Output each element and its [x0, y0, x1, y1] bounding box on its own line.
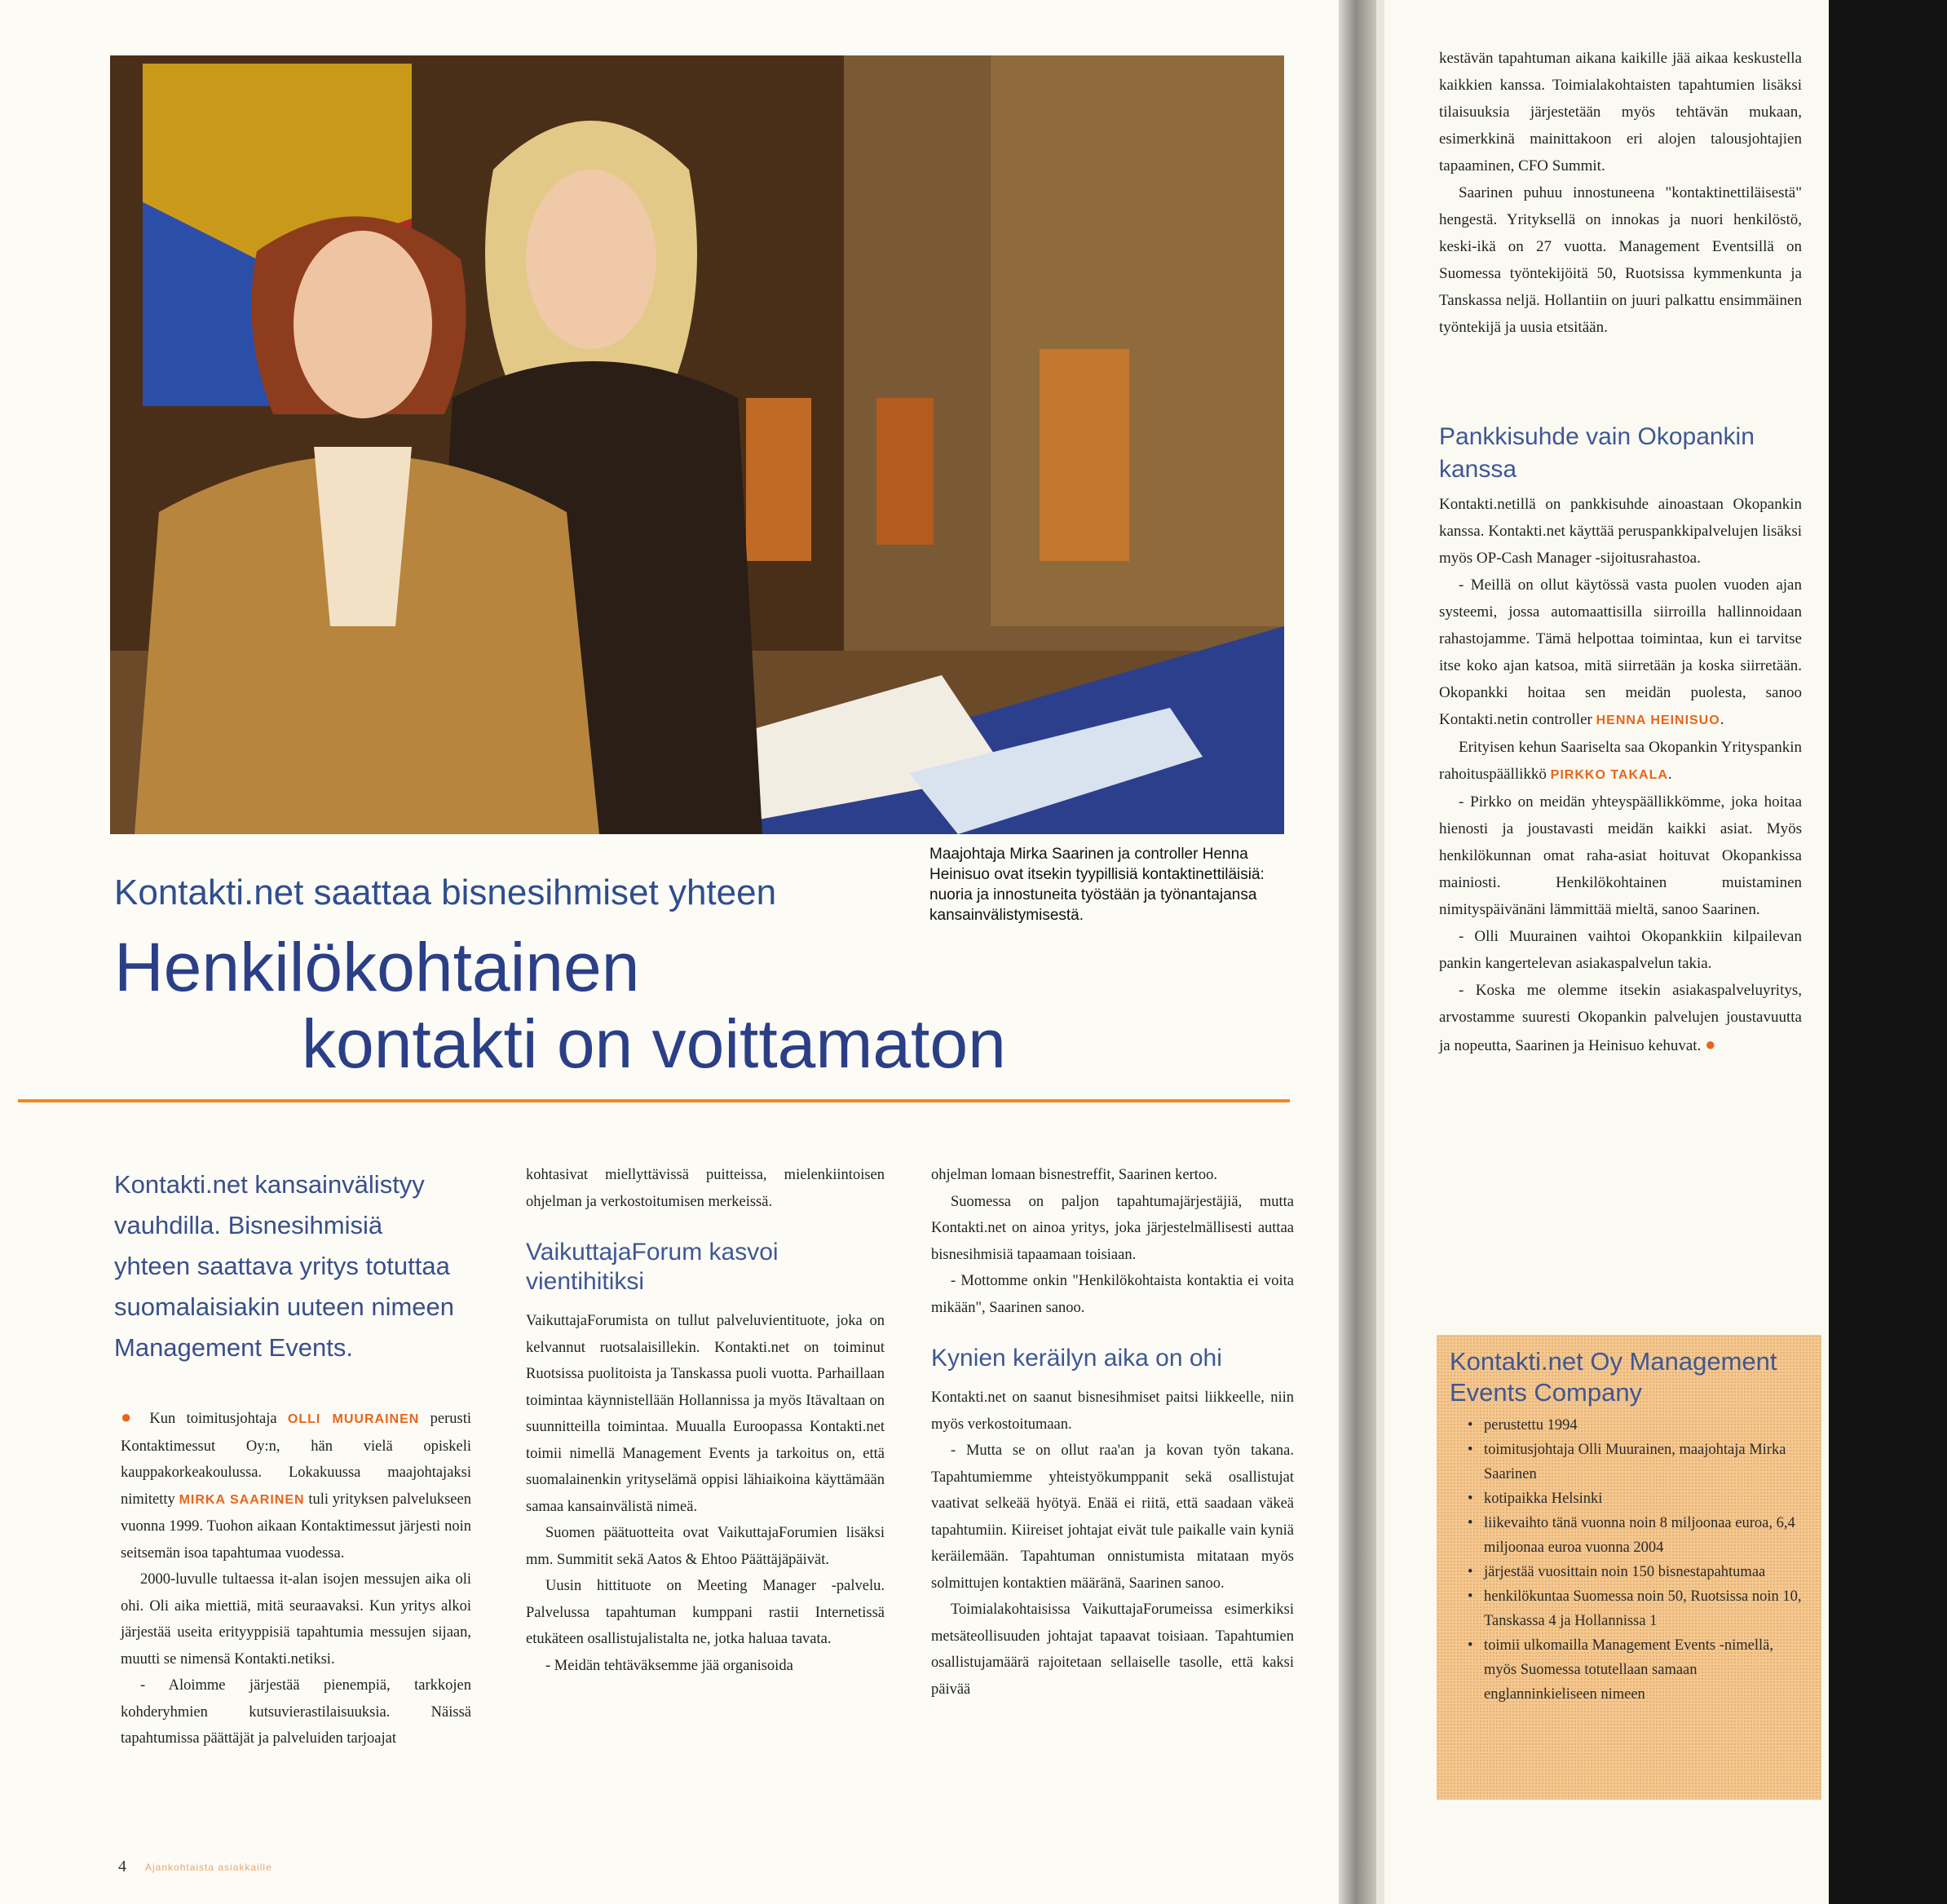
person-name: OLLI MUURAINEN [287, 1412, 420, 1426]
headline-rule [18, 1099, 1290, 1102]
right-paragraph-8: - Koska me olemme itsekin asiakaspalveluyritys, arvostamme suuresti Okopankin palvelujen joustavuutta ja nopeutta, Saarinen ja Heinisuo kehuvat. ● [1439, 982, 1802, 1054]
end-dot-icon: ● [1705, 1034, 1716, 1054]
fact-item: • järjestää vuosittain noin 150 bisnestapahtumaa [1468, 1560, 1807, 1584]
fact-item: • kotipaikka Helsinki [1468, 1487, 1807, 1511]
col1-paragraph-1: ● Kun toimitusjohtaja OLLI MUURAINEN perusti Kontaktimessut Oy:n, hän vielä opiskeli kauppakorkeakoulussa. Lokakuussa maajohtajaksi nimitetty MIRKA SAARINEN tuli yrityksen palvelukseen vuonna 1999. Tuohon aikaan Kontaktimessut järjesti noin seitsemän isoa tapahtumaa vuodessa. [121, 1407, 472, 1562]
col2-paragraph-3: Suomen päätuotteita ovat VaikuttajaForumien lisäksi mm. Summitit sekä Aatos & Ehtoo Päättäjäpäivät. [526, 1525, 885, 1568]
right-paragraph-1: kestävän tapahtuman aikana kaikille jää aikaa keskustella kaikkien kanssa. Toimialakohtaisten tapahtumien lisäksi tilaisuuksia järjestetään myös tehtävän mukaan, esimerkkinä mainittakoon eri alojen talousjohtajien tapaaminen, CFO Summit. [1439, 50, 1802, 174]
column-1 [121, 1404, 471, 1752]
col2-paragraph-2: VaikuttajaForumista on tullut palveluvientituote, joka on kelvannut ruotsalaisillekin. Kontakti.net on toiminut Ruotsissa puolitoista ja Tanskassa puoli vuotta. Parhaillaan toimintaa käynnistellään Hollannissa ja myös Itävaltaan on suunnitteilla toimintaa. Muualla Euroopassa Kontakti.net toimii nimellä Management Events ja tarkoitus on, että suomalainenkin yrityselämä oppisi lähiaikoina käyttämään samaa kansainvälistä nimeä. [526, 1313, 885, 1515]
right-paragraph-3: Kontakti.netillä on pankkisuhde ainoastaan Okopankin kanssa. Kontakti.net käyttää peruspankkipalvelujen lisäksi myös OP-Cash Manager -sijoitusrahastoa. [1439, 496, 1802, 567]
photo-caption: Maajohtaja Mirka Saarinen ja controller Henna Heinisuo ovat itsekin tyypillisiä kontaktinettiläisiä: nuoria ja innostuneita työstään ja työnantajansa kansainvälistymisestä. [929, 846, 1265, 924]
col3-paragraph-3: - Mottomme onkin "Henkilökohtaista kontaktia ei voita mikään", Saarinen sanoo. [931, 1273, 1294, 1316]
fact-box-title: Kontakti.net Oy Management Events Company [1450, 1347, 1777, 1407]
subheading: Pankkisuhde vain Okopankin kanssa [1439, 423, 1755, 483]
right-paragraph-4: - Meillä on ollut käytössä vasta puolen vuoden ajan systeemi, jossa automaattisilla siirroilla hallinnoidaan rahastojamme. Tämä helpottaa toimintaa, kun ei tarvitse itse koko ajan katsoa, mitä siirretään ja koska siirretään. Okopankki hoitaa sen meidän puolesta, sanoo Kontakti.netin controller HENNA HEINISUO. [1439, 577, 1802, 728]
subheading: VaikuttajaForum kasvoi vientihitiksi [526, 1239, 779, 1295]
col3-paragraph-2: Suomessa on paljon tapahtumajärjestäjiä, mutta Kontakti.net on ainoa yritys, joka järjestelmällisesti auttaa bisnesihmisiä tapaamaan toisiaan. [931, 1193, 1294, 1263]
subheading: Kynien keräilyn aika on ohi [931, 1345, 1222, 1372]
col2-paragraph-4: Uusin hittituote on Meeting Manager -palvelu. Palvelussa tapahtuman kumppani rastii Internetissä etukäteen osallistujalistalta ne, jotka haluaa tavata. [526, 1578, 885, 1647]
person-name: MIRKA SAARINEN [179, 1492, 305, 1507]
col3-paragraph-4: Kontakti.net on saanut bisnesihmiset paitsi liikkeelle, niin myös verkostoitumaan. [931, 1389, 1294, 1433]
fact-item: • henkilökuntaa Suomessa noin 50, Ruotsissa noin 10, Tanskassa 4 ja Hollannissa 1 [1468, 1584, 1807, 1633]
col1-paragraph-2: 2000-luvulle tultaessa it-alan isojen messujen aika oli ohi. Oli aika miettiä, mitä seuraavaksi. Kun yritys alkoi järjestää useita erityyppisiä tapahtumia messujen sijaan, muutti se nimensä Kontakti.netiksi. [121, 1571, 471, 1668]
right-column-top [1439, 45, 1802, 341]
right-paragraph-6: - Pirkko on meidän yhteyspäällikkömme, joka hoitaa hienosti ja joustavasti meidän kaikki asiat. Myös henkilökunnan omat raha-asiat hoituvat Okopankissa mainiosti. Henkilökohtainen muistaminen nimityspäivänäni lämmittää mieltä, sanoo Saarinen. [1439, 793, 1802, 918]
col2-paragraph-1: kohtasivat miellyttävissä puitteissa, mielenkiintoisen ohjelman ja verkostoitumisen merkeissä. [526, 1167, 885, 1210]
lead-paragraph: Kontakti.net kansainvälistyy vauhdilla. Bisnesihmisiä yhteen saattava yritys totuttaa suomalaisiakin uuteen nimeen Management Events. [114, 1170, 455, 1362]
column-3 [931, 1162, 1294, 1703]
col1-paragraph-3: - Aloimme järjestää pienempiä, tarkkojen kohderyhmien kutsuvierastilaisuuksia. Näissä tapahtumissa päättäjät ja palveluiden tarjoajat [121, 1677, 471, 1747]
right-paragraph-2: Saarinen puhuu innostuneena "kontaktinettiläisestä" hengestä. Yrityksellä on innokas ja nuori henkilöstö, keski-ikä on 27 vuotta. Management Eventsillä on Suomessa työntekijöitä 50, Ruotsissa kymmenkunta ja Tanskassa neljä. Hollantiin on juuri palkattu ensimmäinen työntekijä ja uusia etsitään. [1439, 184, 1802, 336]
kicker: Kontakti.net saattaa bisnesihmiset yhteen [114, 872, 777, 912]
page-number: 4 [118, 1858, 126, 1875]
right-column-body [1439, 491, 1802, 1059]
fact-item: • toimii ulkomailla Management Events -nimellä, myös Suomessa totutellaan samaan englanninkieliseen nimeen [1468, 1633, 1807, 1707]
right-paragraph-7: - Olli Muurainen vaihtoi Okopankkiin kilpailevan pankin kangertelevan asiakaspalvelun takia. [1439, 928, 1802, 972]
spine-gutter [1339, 0, 1376, 1904]
person-name: HENNA HEINISUO [1596, 713, 1720, 727]
scan-edge [1829, 0, 1947, 1904]
fact-item: • liikevaihto tänä vuonna noin 8 miljoonaa euroa, 6,4 miljoonaa euroa vuonna 2004 [1468, 1511, 1807, 1560]
col3-paragraph-5: - Mutta se on ollut raa'an ja kovan työn takana. Tapahtumiemme yhteistyökumppanit sekä osallistujat vaativat selkeää hyötyä. Enää ei riitä, että saadaan väkeä tapahtumiin. Kiireiset johtajat eivät tule paikalle vain kyniä keräilemään. Tapahtuman onnistumista mitataan myös solmittujen kontaktien määränä, Saarinen sanoo. [931, 1442, 1294, 1592]
col2-paragraph-5: - Meidän tehtäväksemme jää organisoida [545, 1657, 793, 1674]
headline-line-1: Henkilökohtainen [114, 929, 640, 1005]
fact-box [1437, 1335, 1821, 1800]
photo-two-women [110, 55, 1284, 834]
right-paragraph-5: Erityisen kehun Saariselta saa Okopankin Yrityspankin rahoituspäällikkö PIRKKO TAKALA. [1439, 739, 1802, 783]
fact-item: • toimitusjohtaja Olli Muurainen, maajohtaja Mirka Saarinen [1468, 1438, 1807, 1487]
person-name: PIRKKO TAKALA [1550, 768, 1668, 782]
col3-paragraph-6: Toimialakohtaisissa VaikuttajaForumeissa esimerkiksi metsäteollisuuden johtajat tapaavat toisiaan. Tapahtumien osallistujamäärä rajoitetaan sellaiselle tasolle, että kaksi päivää [931, 1601, 1294, 1698]
headline-line-2: kontakti on voittamaton [302, 1005, 1006, 1082]
fact-box-list [1437, 1413, 1821, 1707]
col3-paragraph-1: ohjelman lomaan bisnestreffit, Saarinen kertoo. [931, 1167, 1218, 1183]
bullet-dot-icon: ● [121, 1407, 139, 1427]
fact-item: • perustettu 1994 [1468, 1413, 1807, 1438]
footer-publication: Ajankohtaista asiakkaille [145, 1862, 272, 1873]
column-2 [526, 1162, 885, 1679]
photo-illustration [110, 55, 1284, 834]
